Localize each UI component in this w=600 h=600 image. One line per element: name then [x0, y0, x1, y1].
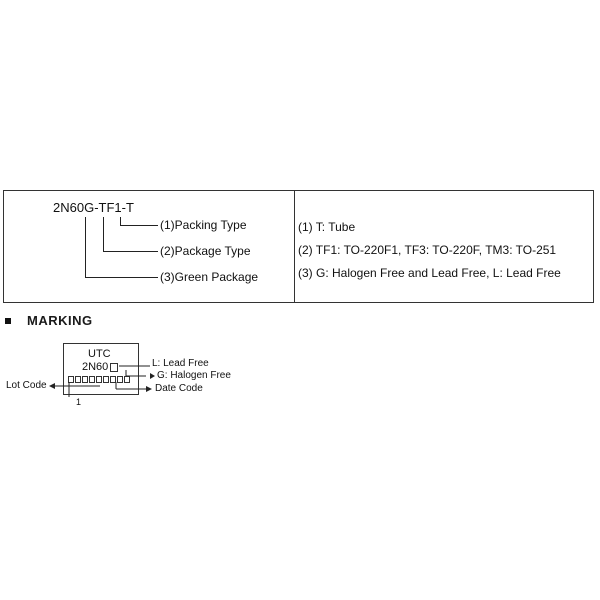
halogen-arrow-icon — [150, 373, 155, 379]
description-packing: (1) T: Tube — [298, 220, 356, 234]
chip-brand: UTC — [88, 348, 111, 360]
part-number: 2N60G-TF1-T — [53, 200, 134, 215]
annotation-packing-type: (1)Packing Type — [160, 218, 247, 232]
annotation-package-type: (2)Package Type — [160, 244, 251, 258]
halogen-free-label: G: Halogen Free — [157, 370, 231, 381]
annotation-green-package: (3)Green Package — [160, 270, 259, 284]
description-package: (2) TF1: TO-220F1, TF3: TO-220F, TM3: TO-251 — [298, 243, 557, 257]
date-code-label: Date Code — [155, 383, 203, 394]
date-code-arrow-icon — [146, 386, 152, 392]
lot-code-label: Lot Code — [6, 380, 47, 391]
chip-part-number: 2N60 — [82, 361, 109, 373]
pin-one-label: 1 — [76, 397, 82, 407]
lead-free-label: L: Lead Free — [152, 358, 209, 369]
description-green: (3) G: Halogen Free and Lead Free, L: Lead Free — [298, 266, 561, 280]
lot-code-arrow-icon — [49, 383, 55, 389]
marking-title: MARKING — [27, 313, 93, 328]
